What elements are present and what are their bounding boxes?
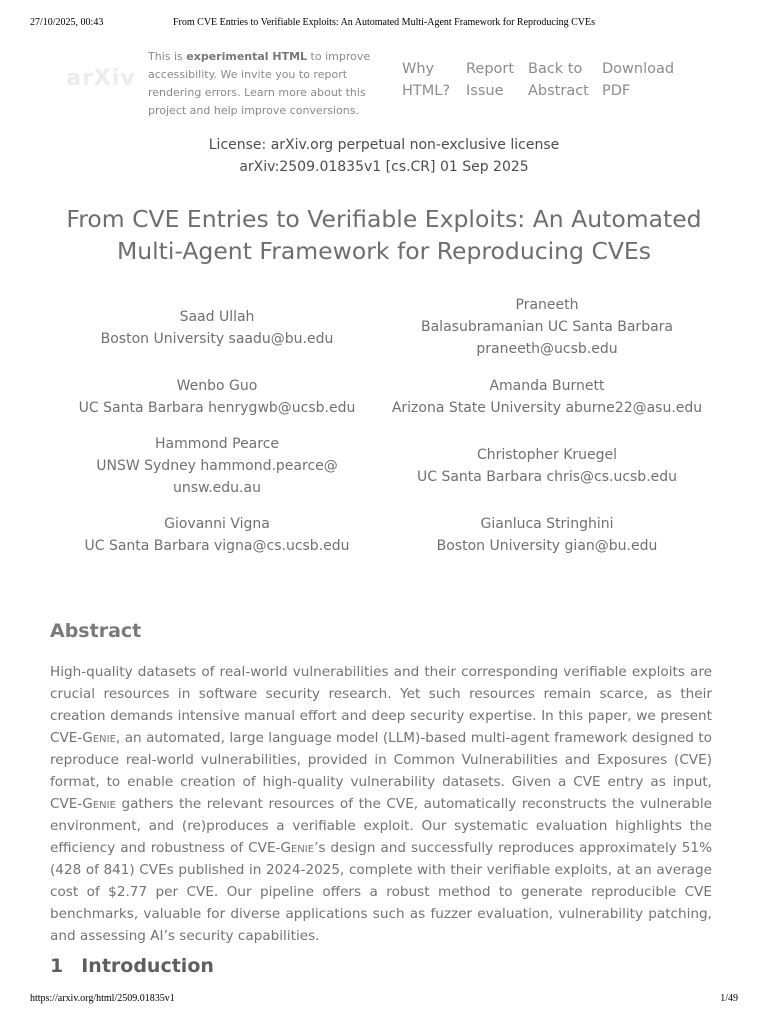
author-name: Amanda Burnett bbox=[489, 378, 605, 394]
author-block bbox=[60, 513, 374, 557]
print-header bbox=[30, 17, 738, 31]
back-to-abstract-link-line1: Back to bbox=[528, 61, 583, 77]
system-name: Genie bbox=[280, 840, 315, 856]
author-name: Praneeth bbox=[515, 297, 579, 313]
author-block bbox=[390, 375, 704, 419]
author-name: Saad Ullah bbox=[179, 309, 255, 325]
arxiv-identifier: arXiv:2509.01835v1 [cs.CR] 01 Sep 2025 bbox=[239, 159, 529, 175]
print-url: https://arxiv.org/html/2509.01835v1 bbox=[30, 993, 175, 1004]
banner-note-bold: experimental HTML bbox=[186, 50, 308, 63]
author-affiliation: Balasubramanian UC Santa Barbara bbox=[421, 319, 673, 335]
paper-title bbox=[40, 203, 728, 267]
why-html-link[interactable] bbox=[402, 58, 450, 102]
back-to-abstract-link-line2: Abstract bbox=[528, 83, 589, 99]
author-block bbox=[60, 433, 374, 499]
arxiv-logo[interactable]: arXiv bbox=[66, 66, 136, 91]
abstract-part: High-quality datasets of real-world vulnerabilities and their corresponding verifiable exploits are crucial resources in software security research. Yet such resources remain scarce, as their creation demands intensive manual effort and deep security expertise. In this paper, we present CVE- bbox=[50, 664, 712, 746]
author-affiliation: UC Santa Barbara chris@cs.ucsb.edu bbox=[416, 469, 678, 485]
experimental-html-banner bbox=[60, 46, 720, 116]
download-pdf-link-line2: PDF bbox=[602, 83, 631, 99]
banner-note-rest: to improve accessibility. We invite you to report rendering errors. Learn more about this project and help improve conversions. bbox=[148, 50, 371, 117]
abstract-text bbox=[50, 661, 712, 947]
report-issue-link[interactable] bbox=[466, 58, 514, 102]
author-affiliation: Boston University saadu@bu.edu bbox=[100, 331, 334, 347]
section-number: 1 bbox=[50, 955, 64, 977]
abstract-part: , an automated, large language model (LLM)-based multi-agent framework designed to reproduce real-world vulnerabilities, provided in Common Vulnerabilities and Exposures (CVE) format, to enable creation of high-quality vulnerability datasets. Given a CVE entry as input, CVE- bbox=[50, 730, 712, 812]
report-issue-link-line1: Report bbox=[466, 61, 515, 77]
print-page-number: 1/49 bbox=[720, 993, 738, 1004]
report-issue-link-line2: Issue bbox=[466, 83, 504, 99]
print-datetime: 27/10/2025, 00:43 bbox=[30, 17, 104, 28]
author-name: Giovanni Vigna bbox=[164, 516, 270, 532]
author-name: Gianluca Stringhini bbox=[480, 516, 614, 532]
why-html-link-line2: HTML? bbox=[402, 83, 451, 99]
download-pdf-link-line1: Download bbox=[602, 61, 675, 77]
abstract-part: gathers the relevant resources of the CVE, automatically reconstructs the vulnerable environment, and (re)produces a verifiable exploit. Our systematic evaluation highlights the efficiency and robustness of CVE- bbox=[50, 796, 712, 856]
abstract-heading: Abstract bbox=[50, 620, 142, 642]
why-html-link-line1: Why bbox=[402, 61, 435, 77]
author-block bbox=[60, 375, 374, 419]
author-affiliation: UNSW Sydney hammond.pearce@ bbox=[96, 458, 338, 474]
paper-title-line1: From CVE Entries to Verifiable Exploits: An Automated bbox=[66, 205, 702, 233]
introduction-heading bbox=[50, 951, 214, 981]
download-pdf-link[interactable] bbox=[602, 58, 674, 102]
license-block bbox=[0, 134, 768, 178]
abstract-part: ’s design and successfully reproduces approximately 51% (428 of 841) CVEs published in 2024-2025, complete with their verifiable exploits, at an average cost of $2.77 per CVE. Our pipeline offers a robust method to generate reproducible CVE benchmarks, valuable for diverse applications such as fuzzer evaluation, vulnerability patching, and assessing AI’s security capabilities. bbox=[50, 840, 712, 944]
system-name: Genie bbox=[82, 730, 116, 746]
author-block bbox=[390, 444, 704, 488]
paper-title-line2: Multi-Agent Framework for Reproducing CVEs bbox=[116, 237, 652, 265]
author-affiliation: Arizona State University aburne22@asu.edu bbox=[391, 400, 703, 416]
author-affiliation: Boston University gian@bu.edu bbox=[436, 538, 658, 554]
print-page-title: From CVE Entries to Verifiable Exploits: An Automated Multi-Agent Framework for Reproducing CVEs bbox=[173, 17, 595, 28]
author-block bbox=[390, 294, 704, 360]
license-text[interactable]: License: arXiv.org perpetual non-exclusive license bbox=[208, 137, 560, 153]
author-name: Christopher Kruegel bbox=[476, 447, 618, 463]
banner-note bbox=[148, 48, 398, 120]
section-title: Introduction bbox=[81, 955, 214, 977]
author-affiliation: UC Santa Barbara vigna@cs.ucsb.edu bbox=[84, 538, 350, 554]
system-name: Genie bbox=[82, 796, 116, 812]
author-block bbox=[60, 306, 374, 350]
banner-note-prefix: This is bbox=[148, 50, 187, 63]
author-name: Hammond Pearce bbox=[154, 436, 280, 452]
author-email: unsw.edu.au bbox=[173, 480, 261, 496]
author-email: praneeth@ucsb.edu bbox=[476, 341, 618, 357]
author-block bbox=[390, 513, 704, 557]
print-footer bbox=[30, 993, 738, 1007]
author-affiliation: UC Santa Barbara henrygwb@ucsb.edu bbox=[78, 400, 356, 416]
back-to-abstract-link[interactable] bbox=[528, 58, 589, 102]
author-name: Wenbo Guo bbox=[176, 378, 258, 394]
